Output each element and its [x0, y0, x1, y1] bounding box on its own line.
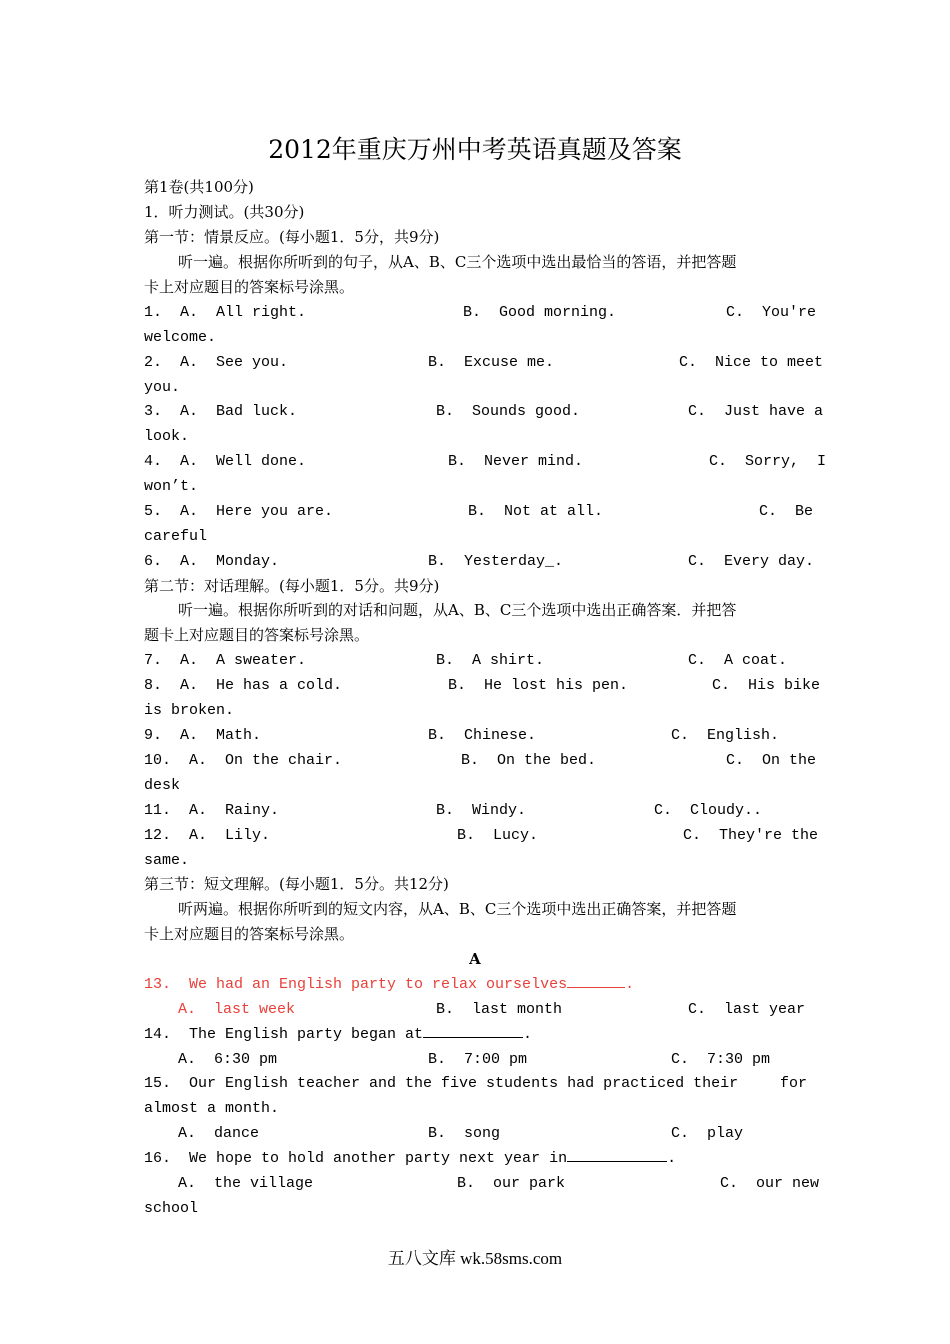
question-16-stem-end: .: [667, 1150, 677, 1167]
question-3-option-c-cont: look.: [144, 428, 190, 445]
question-7-option-a: 7. A. A sweater.: [144, 652, 307, 669]
question-10-option-c-cont: desk: [144, 777, 181, 794]
section2-instruction: 听一遍。根据你所听到的对话和问题，从A、B、C三个选项中选出正确答案．并把答: [178, 601, 737, 619]
question-15-option-a: A. dance: [178, 1125, 260, 1142]
question-13-option-b: B. last month: [436, 1001, 563, 1018]
question-12-option-c: C. They're the: [683, 827, 819, 844]
question-7-option-c: C. A coat.: [688, 652, 788, 669]
question-3-option-a: 3. A. Bad luck.: [144, 403, 298, 420]
question-15-option-c: C. play: [671, 1125, 744, 1142]
question-15-stem-for: for: [780, 1075, 808, 1092]
question-16-option-c-cont: school: [144, 1200, 199, 1217]
section3-heading: 第三节：短文理解。(每小题1．5分。共12分): [144, 875, 449, 893]
question-1-option-a: 1. A. All right.: [144, 304, 307, 321]
question-4-option-c-cont: won’t.: [144, 478, 199, 495]
question-12-option-c-cont: same.: [144, 852, 190, 869]
section3-instruction: 听两遍。根据你所听到的短文内容，从A、B、C三个选项中选出正确答案，并把答题: [178, 900, 737, 918]
question-8-option-c-cont: is broken.: [144, 702, 235, 719]
question-5-option-c: C. Be: [759, 503, 814, 520]
question-16-option-c: C. our new: [720, 1175, 820, 1192]
question-14-option-a: A. 6:30 pm: [178, 1051, 278, 1068]
question-2-option-c: C. Nice to meet: [679, 354, 824, 371]
question-6-option-c: C. Every day.: [688, 553, 815, 570]
exam-part-heading: 第1卷(共100分): [144, 178, 254, 196]
question-15-option-b: B. song: [428, 1125, 501, 1142]
answer-blank: [423, 1023, 523, 1038]
question-9-option-c: C. English.: [671, 727, 780, 744]
question-12-option-a: 12. A. Lily.: [144, 827, 271, 844]
question-3-option-b: B. Sounds good.: [436, 403, 581, 420]
question-11-option-a: 11. A. Rainy.: [144, 802, 280, 819]
question-4-option-a: 4. A. Well done.: [144, 453, 307, 470]
question-7-option-b: B. A shirt.: [436, 652, 545, 669]
section2-instruction-cont: 题卡上对应题目的答案标号涂黑。: [144, 626, 370, 644]
section1-heading: 第一节：情景反应。(每小题1．5分，共9分): [144, 228, 440, 246]
question-1-option-c-cont: welcome.: [144, 329, 217, 346]
question-5-option-c-cont: careful: [144, 528, 208, 545]
question-14-option-c: C. 7:30 pm: [671, 1051, 771, 1068]
question-3-option-c: C. Just have a: [688, 403, 824, 420]
question-16-option-b: B. our park: [457, 1175, 566, 1192]
question-16-stem-text: 16. We hope to hold another party next year in: [144, 1150, 568, 1167]
question-14-stem-end: .: [523, 1026, 533, 1043]
question-9-option-b: B. Chinese.: [428, 727, 537, 744]
question-16-option-a: A. the village: [178, 1175, 314, 1192]
question-14-stem-text: 14. The English party began at: [144, 1026, 424, 1043]
question-8-option-c: C. His bike: [712, 677, 821, 694]
section2-heading: 第二节：对话理解。(每小题1．5分。共9分): [144, 577, 440, 595]
question-6-option-b: B. Yesterday_.: [428, 553, 564, 570]
question-6-option-a: 6. A. Monday.: [144, 553, 280, 570]
question-2-option-c-cont: you.: [144, 379, 181, 396]
question-12-option-b: B. Lucy.: [457, 827, 539, 844]
page-title: 2012年重庆万州中考英语真题及答案: [268, 135, 682, 164]
question-8-option-a: 8. A. He has a cold.: [144, 677, 343, 694]
question-14-option-b: B. 7:00 pm: [428, 1051, 528, 1068]
answer-blank: [567, 973, 625, 988]
question-14-stem: [144, 1022, 532, 1047]
question-11-option-c: C. Cloudy..: [654, 802, 763, 819]
question-13-option-c: C. last year: [688, 1001, 806, 1018]
question-2-option-a: 2. A. See you.: [144, 354, 289, 371]
question-15-stem-cont: almost a month.: [144, 1100, 280, 1117]
question-11-option-b: B. Windy.: [436, 802, 527, 819]
page-footer: 五八文库 wk.58sms.com: [387, 1249, 563, 1268]
question-5-option-b: B. Not at all.: [468, 503, 604, 520]
passage-a-label: A: [469, 950, 481, 968]
question-1-option-c: C. You're: [726, 304, 817, 321]
question-5-option-a: 5. A. Here you are.: [144, 503, 334, 520]
question-13-option-a: A. last week: [178, 1001, 296, 1018]
question-16-stem: [144, 1146, 676, 1171]
question-1-option-b: B. Good morning.: [463, 304, 617, 321]
question-2-option-b: B. Excuse me.: [428, 354, 555, 371]
listening-heading: 1．听力测试。(共30分): [144, 203, 305, 221]
question-15-stem: 15. Our English teacher and the five students had practiced their: [144, 1075, 739, 1092]
question-13-stem: [144, 972, 634, 997]
answer-blank: [567, 1147, 667, 1162]
question-4-option-c: C. Sorry, I: [709, 453, 827, 470]
question-9-option-a: 9. A. Math.: [144, 727, 262, 744]
question-8-option-b: B. He lost his pen.: [448, 677, 629, 694]
question-10-option-b: B. On the bed.: [461, 752, 597, 769]
question-10-option-c: C. On the: [726, 752, 817, 769]
section1-instruction-cont: 卡上对应题目的答案标号涂黑。: [144, 278, 355, 296]
question-13-stem-text: 13. We had an English party to relax ourselves: [144, 976, 568, 993]
question-4-option-b: B. Never mind.: [448, 453, 584, 470]
section3-instruction-cont: 卡上对应题目的答案标号涂黑。: [144, 925, 355, 943]
question-13-stem-end: .: [625, 976, 635, 993]
question-10-option-a: 10. A. On the chair.: [144, 752, 343, 769]
section1-instruction: 听一遍。根据你所听到的句子，从A、B、C三个选项中选出最恰当的答语，并把答题: [178, 253, 737, 271]
